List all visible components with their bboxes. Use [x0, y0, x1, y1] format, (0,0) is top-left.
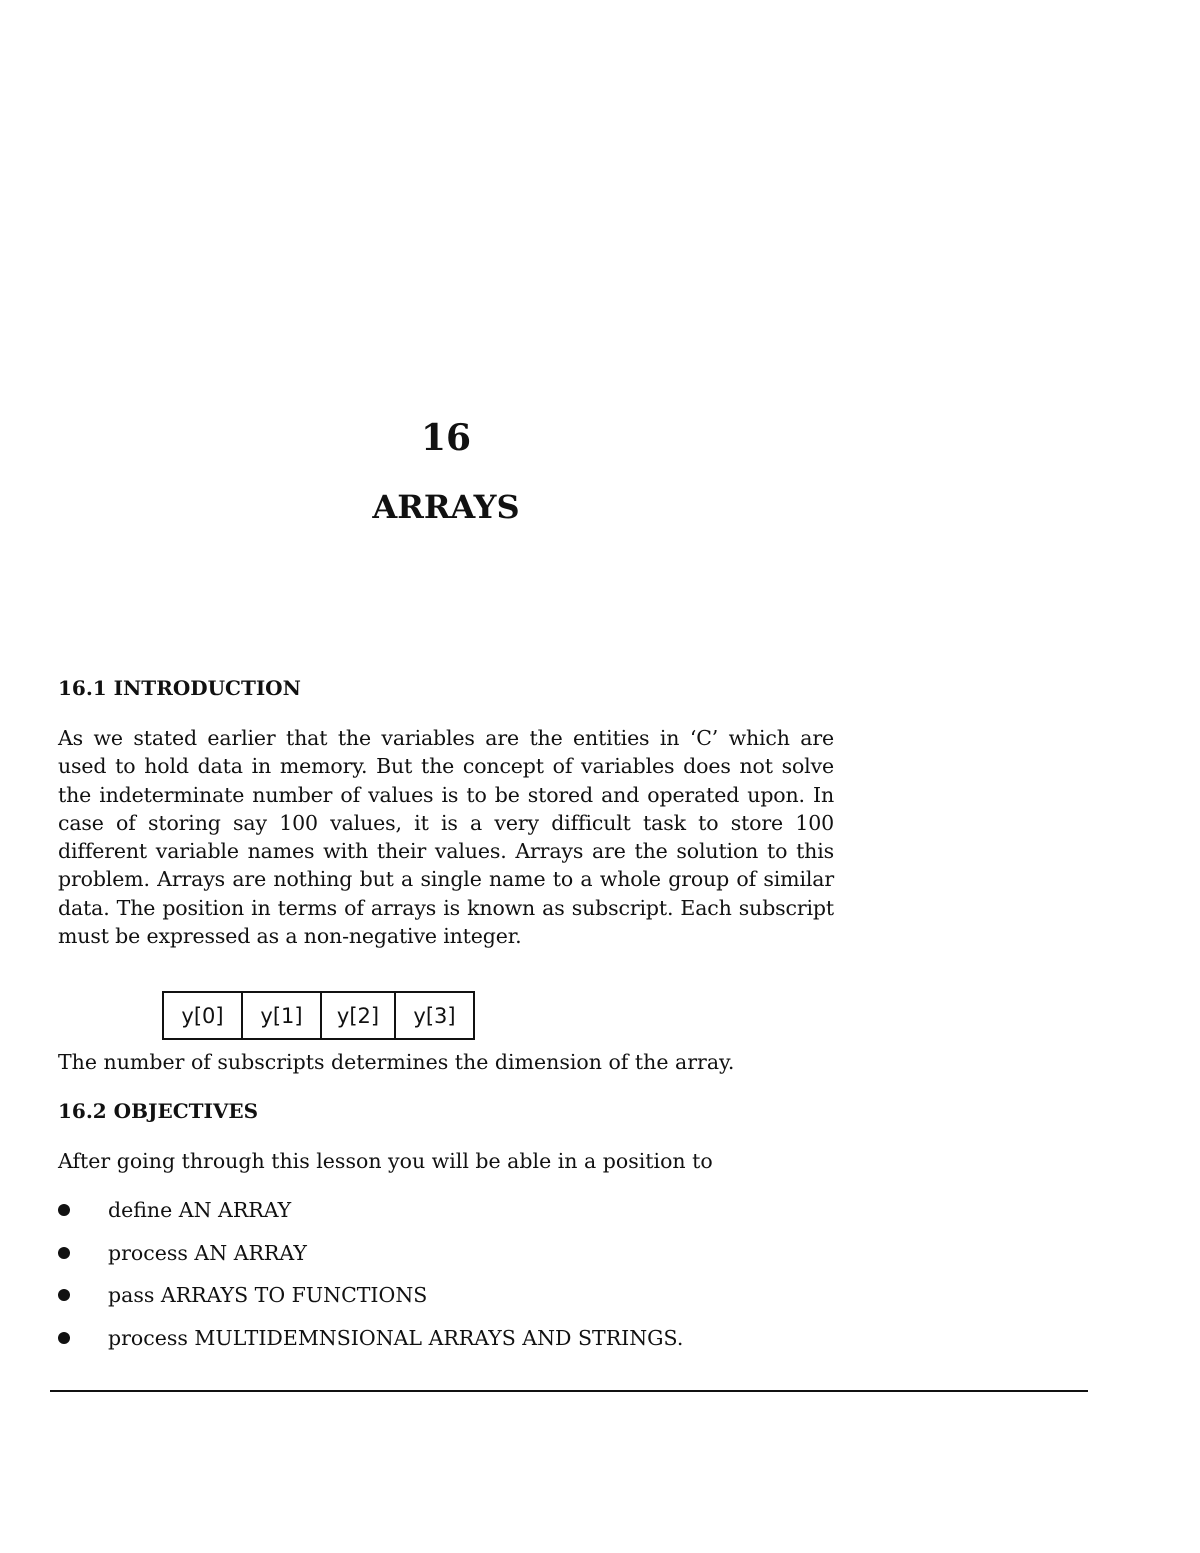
array-cell: y[1]	[242, 992, 321, 1039]
array-row	[163, 992, 474, 1039]
introduction-heading: 16.1 INTRODUCTION	[58, 676, 301, 700]
list-item	[58, 1196, 958, 1239]
objectives-heading: 16.2 OBJECTIVES	[58, 1099, 259, 1123]
array-cell: y[3]	[395, 992, 474, 1039]
bullet-icon	[58, 1204, 70, 1216]
objectives-list	[58, 1196, 958, 1366]
objective-text: pass ARRAYS TO FUNCTIONS	[108, 1283, 428, 1307]
list-item	[58, 1281, 958, 1324]
bullet-icon	[58, 1289, 70, 1301]
bullet-icon	[58, 1332, 70, 1344]
array-cell: y[0]	[163, 992, 242, 1039]
array-cell: y[2]	[321, 992, 395, 1039]
list-item	[58, 1239, 958, 1282]
bullet-icon	[58, 1247, 70, 1259]
objectives-intro: After going through this lesson you will be able in a position to	[58, 1149, 713, 1173]
objective-text: process AN ARRAY	[108, 1240, 307, 1265]
array-diagram	[162, 991, 475, 1040]
introduction-paragraph: As we stated earlier that the variables are the entities in ‘C’ which are used to hold data in memory. But the concept of variables does not solve the indeterminate number of values is to be stored and operated upon. In case of storing say 100 values, it is a very difficult task to store 100 different variable names with their values. Arrays are the solution to this problem. Arrays are nothing but a single name to a whole group of similar data. The position in terms of arrays is known as subscript. Each subscript must be expressed as a non-negative integer.	[58, 726, 834, 949]
footer-divider	[50, 1390, 1088, 1392]
objective-text: process MULTIDEMNSIONAL ARRAYS AND STRINGS.	[108, 1325, 684, 1350]
chapter-title: ARRAYS	[372, 488, 520, 526]
dimension-sentence: The number of subscripts determines the dimension of the array.	[58, 1050, 735, 1074]
list-item	[58, 1324, 958, 1367]
objective-text: define AN ARRAY	[108, 1198, 292, 1222]
chapter-number: 16	[420, 417, 472, 459]
